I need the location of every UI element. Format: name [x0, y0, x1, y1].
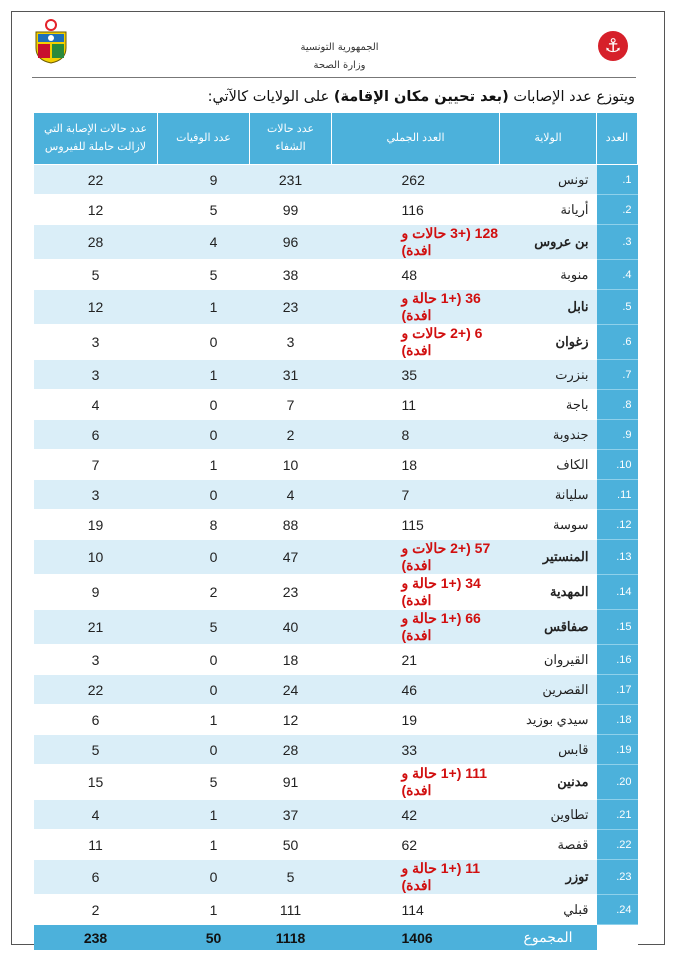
table-row	[34, 420, 638, 450]
deaths-count: 0	[158, 480, 250, 510]
table-row	[34, 450, 638, 480]
recovered-count: 31	[250, 360, 332, 390]
governorate-name: مدنين	[500, 765, 597, 800]
row-number: 11.	[597, 480, 638, 510]
row-number: 1.	[597, 165, 638, 195]
deaths-count: 9	[158, 165, 250, 195]
deaths-count: 2	[158, 575, 250, 610]
totals-blank	[597, 925, 638, 951]
total-cases: 6 (+2 حالات و افدة)	[332, 325, 500, 360]
row-number: 18.	[597, 705, 638, 735]
deaths-count: 1	[158, 705, 250, 735]
deaths-count: 1	[158, 450, 250, 480]
governorate-name: بنزرت	[500, 360, 597, 390]
totals-row	[34, 925, 638, 951]
active-cases: 4	[34, 390, 158, 420]
table-row	[34, 830, 638, 860]
total-cases: 34 (+1 حالة و افدة)	[332, 575, 500, 610]
total-cases: 48	[332, 260, 500, 290]
table-row	[34, 195, 638, 225]
governorate-name: باجة	[500, 390, 597, 420]
governorate-name: قبلي	[500, 895, 597, 925]
recovered-count: 12	[250, 705, 332, 735]
governorate-name: جندوبة	[500, 420, 597, 450]
row-number: 14.	[597, 575, 638, 610]
table-row	[34, 225, 638, 260]
active-cases: 4	[34, 800, 158, 830]
governorate-name: قابس	[500, 735, 597, 765]
recovered-count: 47	[250, 540, 332, 575]
active-cases: 6	[34, 860, 158, 895]
totals-recovered: 1118	[250, 925, 332, 951]
total-cases: 42	[332, 800, 500, 830]
total-cases: 8	[332, 420, 500, 450]
row-number: 2.	[597, 195, 638, 225]
row-number: 6.	[597, 325, 638, 360]
active-cases: 9	[34, 575, 158, 610]
table-row	[34, 260, 638, 290]
deaths-count: 1	[158, 800, 250, 830]
header-num: العدد	[597, 113, 638, 165]
governorate-name: تطاوين	[500, 800, 597, 830]
row-number: 16.	[597, 645, 638, 675]
row-number: 10.	[597, 450, 638, 480]
total-cases: 21	[332, 645, 500, 675]
total-cases: 46	[332, 675, 500, 705]
row-number: 24.	[597, 895, 638, 925]
total-cases: 18	[332, 450, 500, 480]
governorate-name: نابل	[500, 290, 597, 325]
deaths-count: 0	[158, 390, 250, 420]
deaths-count: 0	[158, 675, 250, 705]
row-number: 21.	[597, 800, 638, 830]
governorate-name: تونس	[500, 165, 597, 195]
recovered-count: 231	[250, 165, 332, 195]
ministry-of-health-emblem-icon: ⚓	[598, 31, 628, 61]
total-cases: 7	[332, 480, 500, 510]
governorate-name: المهدية	[500, 575, 597, 610]
recovered-count: 10	[250, 450, 332, 480]
deaths-count: 5	[158, 260, 250, 290]
row-number: 3.	[597, 225, 638, 260]
deaths-count: 4	[158, 225, 250, 260]
active-cases: 10	[34, 540, 158, 575]
total-cases: 33	[332, 735, 500, 765]
total-cases: 11	[332, 390, 500, 420]
table-row	[34, 735, 638, 765]
recovered-count: 3	[250, 325, 332, 360]
recovered-count: 99	[250, 195, 332, 225]
header-total: العدد الجملي	[332, 113, 500, 165]
recovered-count: 111	[250, 895, 332, 925]
deaths-count: 1	[158, 830, 250, 860]
table-row	[34, 360, 638, 390]
table-row	[34, 325, 638, 360]
recovered-count: 50	[250, 830, 332, 860]
governorate-name: المنستير	[500, 540, 597, 575]
row-number: 17.	[597, 675, 638, 705]
total-cases: 19	[332, 705, 500, 735]
row-number: 8.	[597, 390, 638, 420]
total-cases: 62	[332, 830, 500, 860]
governorate-name: صفاقس	[500, 610, 597, 645]
header-governorate: الولاية	[500, 113, 597, 165]
table-row	[34, 860, 638, 895]
active-cases: 6	[34, 420, 158, 450]
active-cases: 3	[34, 480, 158, 510]
total-cases: 114	[332, 895, 500, 925]
header-deaths: عدد الوفيات	[158, 113, 250, 165]
total-cases: 66 (+1 حالة و افدة)	[332, 610, 500, 645]
active-cases: 12	[34, 290, 158, 325]
row-number: 9.	[597, 420, 638, 450]
recovered-count: 2	[250, 420, 332, 450]
recovered-count: 91	[250, 765, 332, 800]
totals-label: المجموع	[500, 925, 597, 951]
deaths-count: 1	[158, 895, 250, 925]
active-cases: 11	[34, 830, 158, 860]
active-cases: 28	[34, 225, 158, 260]
total-cases: 262	[332, 165, 500, 195]
table-row	[34, 290, 638, 325]
total-cases: 36 (+1 حالة و افدة)	[332, 290, 500, 325]
row-number: 13.	[597, 540, 638, 575]
table-row	[34, 800, 638, 830]
recovered-count: 23	[250, 575, 332, 610]
governorate-name: القصرين	[500, 675, 597, 705]
row-number: 12.	[597, 510, 638, 540]
row-number: 20.	[597, 765, 638, 800]
deaths-count: 0	[158, 420, 250, 450]
row-number: 23.	[597, 860, 638, 895]
row-number: 22.	[597, 830, 638, 860]
governorate-name: أريانة	[500, 195, 597, 225]
deaths-count: 5	[158, 610, 250, 645]
totals-total: 1406	[332, 925, 500, 951]
recovered-count: 37	[250, 800, 332, 830]
governorate-name: بن عروس	[500, 225, 597, 260]
active-cases: 12	[34, 195, 158, 225]
recovered-count: 96	[250, 225, 332, 260]
table-row	[34, 575, 638, 610]
active-cases: 19	[34, 510, 158, 540]
recovered-count: 5	[250, 860, 332, 895]
active-cases: 5	[34, 260, 158, 290]
governorate-name: قفصة	[500, 830, 597, 860]
deaths-count: 1	[158, 360, 250, 390]
total-cases: 11 (+1 حالة و افدة)	[332, 860, 500, 895]
active-cases: 7	[34, 450, 158, 480]
table-row	[34, 705, 638, 735]
table-row	[34, 645, 638, 675]
governorate-name: سوسة	[500, 510, 597, 540]
deaths-count: 5	[158, 195, 250, 225]
deaths-count: 1	[158, 290, 250, 325]
active-cases: 3	[34, 360, 158, 390]
totals-active: 238	[34, 925, 158, 951]
active-cases: 22	[34, 165, 158, 195]
recovered-count: 18	[250, 645, 332, 675]
deaths-count: 0	[158, 860, 250, 895]
recovered-count: 23	[250, 290, 332, 325]
row-number: 15.	[597, 610, 638, 645]
row-number: 7.	[597, 360, 638, 390]
governorate-name: منوبة	[500, 260, 597, 290]
governorate-name: سيدي بوزيد	[500, 705, 597, 735]
recovered-count: 40	[250, 610, 332, 645]
intro-text: ويتوزع عدد الإصابات (بعد تحيين مكان الإقامة) على الولايات كالآتي:	[207, 89, 635, 105]
table-row	[34, 165, 638, 195]
republic-header: الجمهورية التونسية	[300, 42, 379, 53]
table-header-row	[34, 113, 638, 165]
active-cases: 2	[34, 895, 158, 925]
recovered-count: 88	[250, 510, 332, 540]
recovered-count: 28	[250, 735, 332, 765]
total-cases: 35	[332, 360, 500, 390]
total-cases: 128 (+3 حالات و افدة)	[332, 225, 500, 260]
header-divider	[32, 77, 636, 78]
active-cases: 15	[34, 765, 158, 800]
recovered-count: 24	[250, 675, 332, 705]
row-number: 5.	[597, 290, 638, 325]
header-active: عدد حالات الإصابة التي لازالت حاملة للفيروس	[34, 113, 158, 165]
table-row	[34, 675, 638, 705]
deaths-count: 8	[158, 510, 250, 540]
deaths-count: 0	[158, 540, 250, 575]
recovered-count: 7	[250, 390, 332, 420]
table-row	[34, 390, 638, 420]
table-row	[34, 480, 638, 510]
deaths-count: 5	[158, 765, 250, 800]
tunisia-coat-of-arms-icon	[32, 18, 70, 64]
active-cases: 3	[34, 325, 158, 360]
ministry-header: وزارة الصحة	[313, 60, 366, 71]
table-row	[34, 510, 638, 540]
table-row	[34, 895, 638, 925]
deaths-count: 0	[158, 645, 250, 675]
active-cases: 21	[34, 610, 158, 645]
governorate-cases-table	[33, 113, 638, 951]
recovered-count: 4	[250, 480, 332, 510]
governorate-name: الكاف	[500, 450, 597, 480]
total-cases: 116	[332, 195, 500, 225]
active-cases: 5	[34, 735, 158, 765]
deaths-count: 0	[158, 325, 250, 360]
recovered-count: 38	[250, 260, 332, 290]
governorate-name: توزر	[500, 860, 597, 895]
deaths-count: 0	[158, 735, 250, 765]
governorate-name: سليانة	[500, 480, 597, 510]
table-row	[34, 540, 638, 575]
active-cases: 3	[34, 645, 158, 675]
totals-deaths: 50	[158, 925, 250, 951]
table-row	[34, 610, 638, 645]
row-number: 4.	[597, 260, 638, 290]
row-number: 19.	[597, 735, 638, 765]
total-cases: 115	[332, 510, 500, 540]
header-recovered: عدد حالات الشفاء	[250, 113, 332, 165]
active-cases: 22	[34, 675, 158, 705]
governorate-name: القيروان	[500, 645, 597, 675]
table-row	[34, 765, 638, 800]
governorate-name: زغوان	[500, 325, 597, 360]
active-cases: 6	[34, 705, 158, 735]
total-cases: 57 (+2 حالات و افدة)	[332, 540, 500, 575]
total-cases: 111 (+1 حالة و افدة)	[332, 765, 500, 800]
